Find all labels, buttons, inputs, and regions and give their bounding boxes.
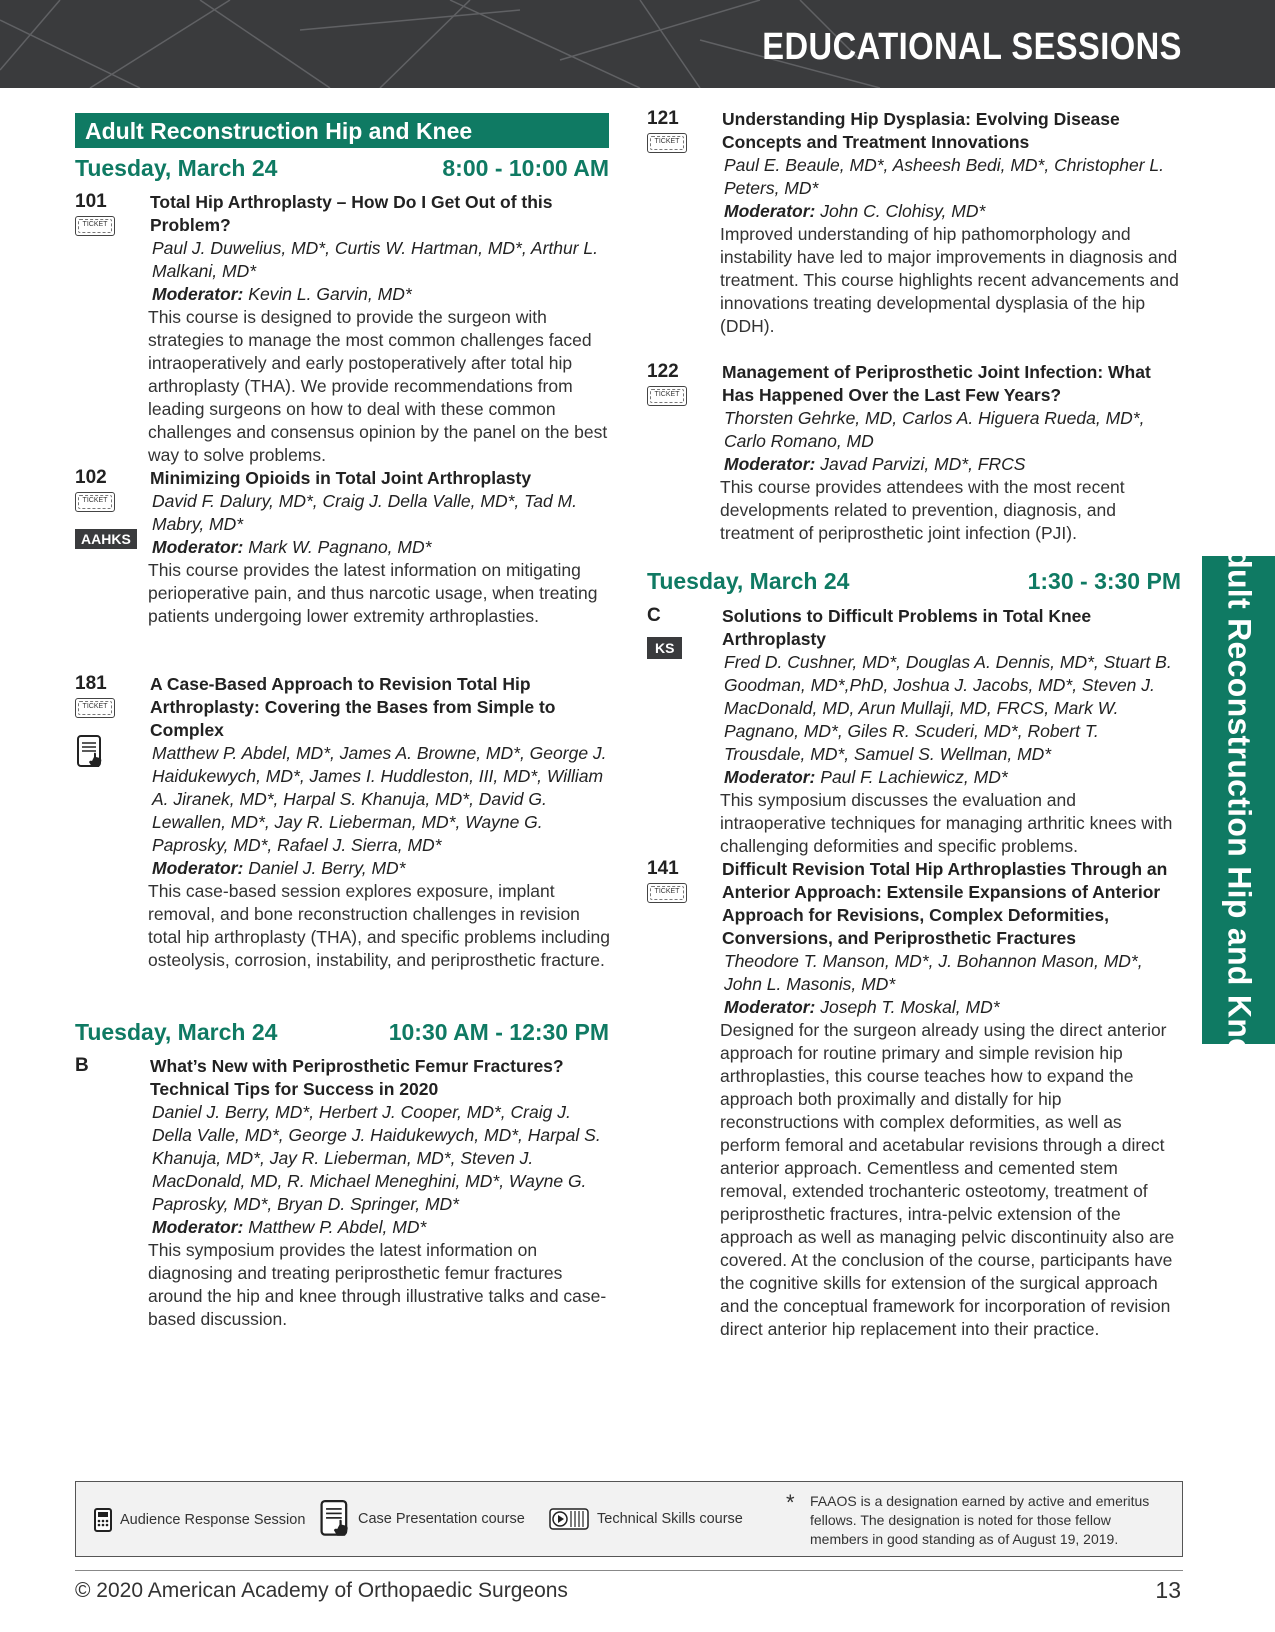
- ks-tag: KS: [647, 637, 682, 659]
- session-title: Understanding Hip Dysplasia: Evolving Disease Concepts and Treatment Innovations: [722, 109, 1120, 152]
- session-description: This symposium discusses the evaluation and intraoperative techniques for managing arthritic knees with challenging deformities and specific problems.: [720, 790, 1173, 856]
- session-description: This course provides attendees with the most recent developments related to prevention, diagnosis, and treatment of periprosthetic joint infection (PJI).: [720, 477, 1125, 543]
- day-date: Tuesday, March 24: [647, 567, 850, 594]
- session-number: 102: [75, 467, 107, 488]
- side-tab: [1202, 525, 1275, 1075]
- page-header: [0, 0, 1275, 88]
- footer-divider: [75, 1570, 1183, 1571]
- session-speakers: Matthew P. Abdel, MD*, James A. Browne, MD*, George J. Haidukewych, MD*, James I. Huddleston, III, MD*, William A. Jiranek, MD*, Harpal S. Khanuja, MD*, David G. Lewallen, MD*, Jay R. Lieberman, MD*, Wayne G. Paprosky, MD*, Rafael J. Sierra, MD*: [152, 743, 607, 855]
- session-description: This course is designed to provide the surgeon with strategies to manage the most common challenges faced intraoperatively and early postoperatively after total hip arthroplasty (THA). We provide recommendations from leading surgeons on how to deal with these common challenges and consensus opinion by the panel on the best way to solve problems.: [148, 307, 608, 465]
- session-speakers: Fred D. Cushner, MD*, Douglas A. Dennis, MD*, Stuart B. Goodman, MD*,PhD, Joshua J. Jacobs, MD*, Steven J. MacDonald, MD, Arun Mullaji, MD, FRCS, Mark W. Pagnano, MD*, Giles R. Scuderi, MD*, Robert T. Trousdale, MD*, Samuel S. Wellman, MD*: [724, 652, 1172, 764]
- ticket-icon: TICKET: [75, 698, 115, 718]
- ticket-icon: TICKET: [647, 883, 687, 903]
- header-title: EDUCATIONAL SESSIONS: [762, 26, 1182, 68]
- ticket-icon: TICKET: [647, 386, 687, 406]
- day-date: Tuesday, March 24: [75, 154, 278, 181]
- session-number: 181: [75, 673, 107, 694]
- session-title: Solutions to Difficult Problems in Total Knee Arthroplasty: [722, 606, 1092, 649]
- session-moderator: Moderator: Joseph T. Moskal, MD*: [724, 997, 1000, 1017]
- session-102-body: [150, 467, 612, 628]
- session-101-body: [150, 191, 612, 467]
- session-description: This symposium provides the latest information on diagnosing and treating periprosthetic femur fractures around the hip and knee through illustrative talks and case-based discussion.: [148, 1240, 607, 1329]
- day-time: 10:30 AM - 12:30 PM: [388, 1018, 609, 1045]
- session-title: A Case-Based Approach to Revision Total Hip Arthroplasty: Covering the Bases from Simple to Complex: [150, 674, 556, 740]
- session-number: C: [647, 605, 661, 626]
- aahks-tag: AAHKS: [75, 529, 137, 549]
- session-moderator: Moderator: Mark W. Pagnano, MD*: [152, 537, 432, 557]
- session-speakers: David F. Dalury, MD*, Craig J. Della Valle, MD*, Tad M. Mabry, MD*: [152, 491, 577, 534]
- session-181-body: [150, 673, 612, 972]
- session-c-body: [722, 605, 1182, 858]
- session-title: Difficult Revision Total Hip Arthroplasties Through an Anterior Approach: Extensile Expansions of Anterior Approach for Revisions, Complex Deformities, Conversions, and Periprosthetic Fractures: [722, 859, 1168, 948]
- legend-technical-label: Technical Skills course: [597, 1511, 743, 1527]
- side-tab-label: Adult Reconstruction Hip and Knee: [1221, 525, 1257, 1075]
- session-122-body: [722, 361, 1182, 545]
- session-moderator: Moderator: Matthew P. Abdel, MD*: [152, 1217, 427, 1237]
- session-description: Improved understanding of hip pathomorphology and instability have led to major improvements in diagnosis and treatment. This course highlights recent advancements and innovations treating developmental dysplasia of the hip (DDH).: [720, 224, 1179, 336]
- day-heading: [75, 1017, 609, 1047]
- audience-response-icon: [94, 1508, 112, 1532]
- session-description: This case-based session explores exposure, implant removal, and bone reconstruction challenges in revision total hip arthroplasty (THA), and specific problems including osteolysis, corrosion, instability, and periprosthetic fracture.: [148, 881, 611, 970]
- day-time: 8:00 - 10:00 AM: [442, 154, 609, 181]
- session-speakers: Daniel J. Berry, MD*, Herbert J. Cooper, MD*, Craig J. Della Valle, MD*, George J. Haidukewych, MD*, Harpal S. Khanuja, MD*, Jay R. Lieberman, MD*, Steven J. MacDonald, MD, R. Michael Meneghini, MD*, Wayne G. Paprosky, MD*, Bryan D. Springer, MD*: [152, 1102, 601, 1214]
- session-speakers: Thorsten Gehrke, MD, Carlos A. Higuera Rueda, MD*, Carlo Romano, MD: [724, 408, 1145, 451]
- technical-skills-icon: [549, 1508, 589, 1530]
- session-141-body: [722, 858, 1182, 1341]
- session-number: 141: [647, 858, 679, 879]
- faaos-note: FAAOS is a designation earned by active and emeritus fellows. The designation is noted for those fellow members in good standing as of August 19, 2019.: [810, 1493, 1150, 1547]
- session-description: This course provides the latest information on mitigating perioperative pain, and thus narcotic usage, when treating patients undergoing lower extremity arthroplasties.: [148, 560, 598, 626]
- session-number: 101: [75, 191, 107, 212]
- ticket-icon: TICKET: [75, 216, 115, 236]
- session-title: Total Hip Arthroplasty – How Do I Get Out of this Problem?: [150, 192, 553, 235]
- session-number: B: [75, 1055, 89, 1076]
- session-title: Minimizing Opioids in Total Joint Arthroplasty: [150, 468, 532, 488]
- session-title: What’s New with Periprosthetic Femur Fractures? Technical Tips for Success in 2020: [150, 1056, 564, 1099]
- session-moderator: Moderator: John C. Clohisy, MD*: [724, 201, 986, 221]
- asterisk-symbol: *: [786, 1490, 795, 1515]
- category-title: Adult Reconstruction Hip and Knee: [75, 113, 609, 148]
- session-moderator: Moderator: Javad Parvizi, MD*, FRCS: [724, 454, 1026, 474]
- day-date: Tuesday, March 24: [75, 1018, 278, 1045]
- session-b-body: [150, 1055, 612, 1331]
- legend-case: [320, 1500, 525, 1538]
- session-title: Management of Periprosthetic Joint Infection: What Has Happened Over the Last Few Years?: [722, 362, 1151, 405]
- session-speakers: Theodore T. Manson, MD*, J. Bohannon Mason, MD*, John L. Masonis, MD*: [724, 951, 1143, 994]
- page-number: 13: [1155, 1577, 1181, 1603]
- session-description: Designed for the surgeon already using the direct anterior approach for routine primary and simple revision hip arthroplasties, this course teaches how to expand the approach both proximally and distally for hip reconstructions with complex deformities, as well as perform femoral and acetabular revisions through a direct anterior approach. Cementless and cemented stem removal, extended trochanteric osteotomy, treatment of periprosthetic fractures, intra-pelvic extension of the approach as well as managing pelvic discontinuity also are covered. At the conclusion of the course, participants have the cognitive skills for extension of the surgical approach and the conceptual framework for incorporation of revision direct anterior hip replacement into their practice.: [720, 1020, 1175, 1339]
- session-moderator: Moderator: Paul F. Lachiewicz, MD*: [724, 767, 1008, 787]
- legend-box: [75, 1481, 1183, 1557]
- case-presentation-icon: [77, 735, 103, 769]
- session-moderator: Moderator: Daniel J. Berry, MD*: [152, 858, 406, 878]
- day-time: 1:30 - 3:30 PM: [1027, 567, 1181, 594]
- ticket-icon: TICKET: [647, 133, 687, 153]
- legend-audience: [94, 1508, 305, 1532]
- legend-case-label: Case Presentation course: [358, 1511, 525, 1527]
- day-heading: [647, 566, 1181, 596]
- session-speakers: Paul E. Beaule, MD*, Asheesh Bedi, MD*, Christopher L. Peters, MD*: [724, 155, 1164, 198]
- case-presentation-icon: [320, 1500, 350, 1538]
- session-number: 121: [647, 108, 679, 129]
- copyright: © 2020 American Academy of Orthopaedic Surgeons: [75, 1579, 568, 1602]
- day-heading: [75, 153, 609, 183]
- ticket-icon: TICKET: [75, 492, 115, 512]
- session-speakers: Paul J. Duwelius, MD*, Curtis W. Hartman, MD*, Arthur L. Malkani, MD*: [152, 238, 599, 281]
- legend-audience-label: Audience Response Session: [120, 1512, 306, 1528]
- legend-technical: [549, 1508, 743, 1530]
- session-moderator: Moderator: Kevin L. Garvin, MD*: [152, 284, 412, 304]
- session-number: 122: [647, 361, 679, 382]
- session-121-body: [722, 108, 1182, 338]
